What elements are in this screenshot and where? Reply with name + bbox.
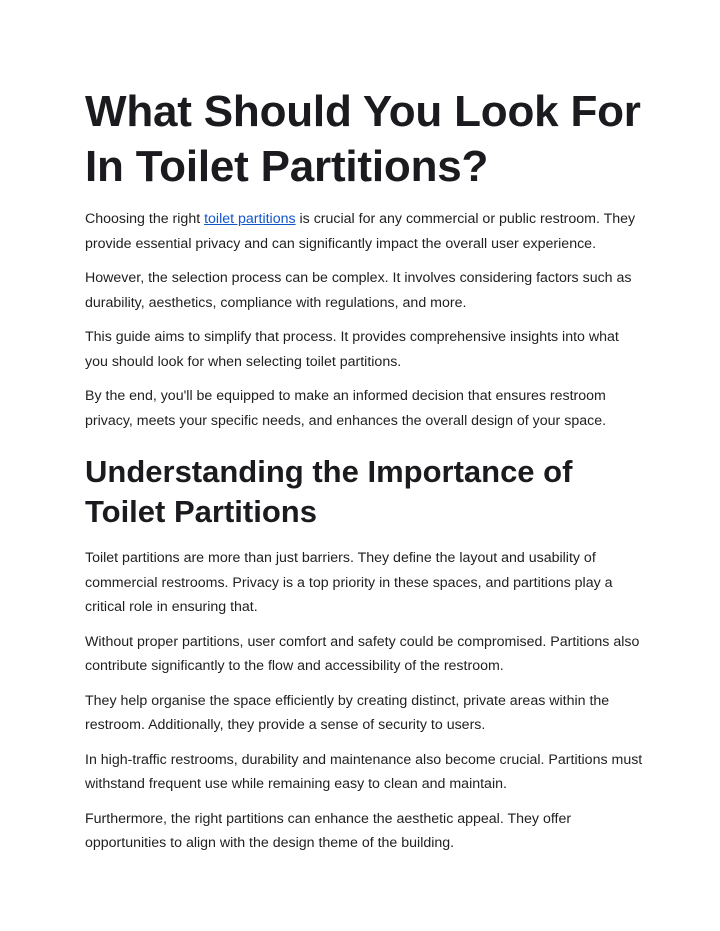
intro-paragraph-4: By the end, you'll be equipped to make an informed decision that ensures restroom privacy, meets your specific needs, and enhances the overall design of your space. (85, 388, 607, 429)
section-paragraph-4: In high-traffic restrooms, durability and maintenance also become crucial. Partitions must withstand frequent use while remaining easy to clean and maintain. (85, 751, 643, 792)
toilet-partitions-link[interactable]: toilet partitions (204, 211, 296, 227)
section-paragraph-2: Without proper partitions, user comfort and safety could be compromised. Partitions also contribute significantly to the flow and accessibility of the restroom. (85, 633, 640, 674)
intro-paragraph-1 (85, 207, 645, 256)
intro-paragraph-2: However, the selection process can be complex. It involves considering factors such as durability, aesthetics, compliance with regulations, and more. (85, 270, 632, 311)
intro-p1-text-after: is crucial for any commercial or public restroom. They provide essential privacy and can significantly impact the overall user experience. (85, 211, 636, 252)
intro-p1-text-before: Choosing the right (85, 211, 205, 227)
document-page (85, 84, 645, 856)
section-paragraph-5: Furthermore, the right partitions can enhance the aesthetic appeal. They offer opportunities to align with the design theme of the building. (85, 810, 572, 851)
section-heading-importance: Understanding the Importance of Toilet Partitions (85, 454, 573, 529)
section-paragraph-3: They help organise the space efficiently by creating distinct, private areas within the restroom. Additionally, they provide a sense of security to users. (85, 692, 610, 733)
intro-paragraph-3: This guide aims to simplify that process. It provides comprehensive insights into what you should look for when selecting toilet partitions. (85, 329, 619, 370)
page-title: What Should You Look For In Toilet Partitions? (85, 87, 641, 191)
section-paragraph-1: Toilet partitions are more than just barriers. They define the layout and usability of commercial restrooms. Privacy is a top priority in these spaces, and partitions play a critical role in ensuring that. (85, 550, 613, 615)
